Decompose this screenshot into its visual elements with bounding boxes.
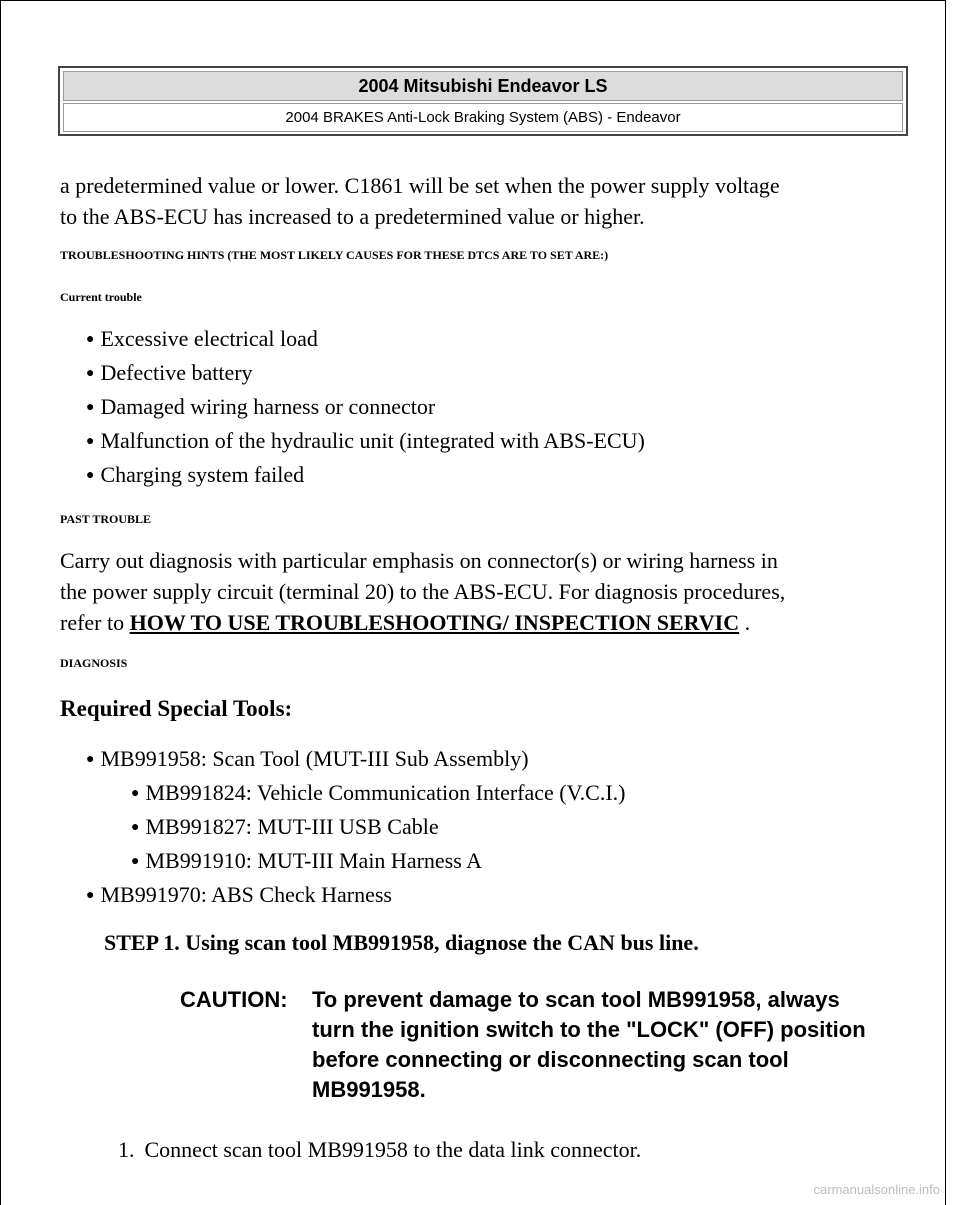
past-line-3-prefix: refer to xyxy=(60,610,125,635)
bullet-icon: ● xyxy=(86,468,95,483)
bullet-icon: ● xyxy=(86,888,95,903)
bullet-icon: ● xyxy=(86,752,95,767)
list-item: ● Damaged wiring harness or connector xyxy=(86,394,436,419)
caution-text: To prevent damage to scan tool MB991958, always turn the ignition switch to the "LOCK" (OFF) position before connecting or disconnecting scan tool MB991958. xyxy=(312,987,866,1102)
document-header xyxy=(58,66,908,136)
past-trouble-heading: PAST TROUBLE xyxy=(60,512,152,526)
list-item: ● Charging system failed xyxy=(86,462,305,487)
caution-label: CAUTION: xyxy=(180,987,288,1012)
list-item: ● Excessive electrical load xyxy=(86,326,318,351)
list-item: ● Defective battery xyxy=(86,360,253,385)
step-number: 1. xyxy=(118,1137,135,1162)
bullet-icon: ● xyxy=(86,434,95,449)
hints-heading: TROUBLESHOOTING HINTS (THE MOST LIKELY CAUSES FOR THESE DTCS ARE TO SET ARE:) xyxy=(60,248,609,262)
list-item: ● MB991970: ABS Check Harness xyxy=(86,882,392,907)
list-item: ● MB991827: MUT-III USB Cable xyxy=(131,814,439,839)
list-item: ● Malfunction of the hydraulic unit (integrated with ABS-ECU) xyxy=(86,428,645,453)
past-line-2: the power supply circuit (terminal 20) to the ABS-ECU. For diagnosis procedures, xyxy=(60,579,786,604)
bullet-icon: ● xyxy=(131,820,140,835)
tools-heading: Required Special Tools: xyxy=(60,696,293,721)
vehicle-title: 2004 Mitsubishi Endeavor LS xyxy=(63,71,903,101)
troubleshooting-link[interactable]: HOW TO USE TROUBLESHOOTING/ INSPECTION SERVIC xyxy=(129,610,740,635)
step-1-heading: STEP 1. Using scan tool MB991958, diagnose the CAN bus line. xyxy=(104,930,699,955)
past-trouble-paragraph xyxy=(60,545,900,638)
intro-line-2: to the ABS-ECU has increased to a predetermined value or higher. xyxy=(60,204,645,229)
bullet-icon: ● xyxy=(131,854,140,869)
intro-paragraph xyxy=(60,170,900,232)
watermark: carmanualsonline.info xyxy=(813,1182,940,1197)
list-item: ● MB991958: Scan Tool (MUT-III Sub Assembly) xyxy=(86,746,529,771)
bullet-icon: ● xyxy=(86,332,95,347)
bullet-icon: ● xyxy=(131,786,140,801)
bullet-icon: ● xyxy=(86,400,95,415)
numbered-step xyxy=(118,1137,641,1163)
bullet-icon: ● xyxy=(86,366,95,381)
section-subtitle: 2004 BRAKES Anti-Lock Braking System (ABS) - Endeavor xyxy=(63,103,903,132)
past-line-1: Carry out diagnosis with particular emphasis on connector(s) or wiring harness in xyxy=(60,548,778,573)
list-item: ● MB991824: Vehicle Communication Interface (V.C.I.) xyxy=(131,780,626,805)
current-trouble-heading: Current trouble xyxy=(60,290,142,304)
past-line-3-suffix: . xyxy=(744,610,751,635)
step-text: Connect scan tool MB991958 to the data link connector. xyxy=(144,1137,642,1162)
diagnosis-heading: DIAGNOSIS xyxy=(60,656,128,670)
intro-line-1: a predetermined value or lower. C1861 will be set when the power supply voltage xyxy=(60,173,780,198)
list-item: ● MB991910: MUT-III Main Harness A xyxy=(131,848,482,873)
